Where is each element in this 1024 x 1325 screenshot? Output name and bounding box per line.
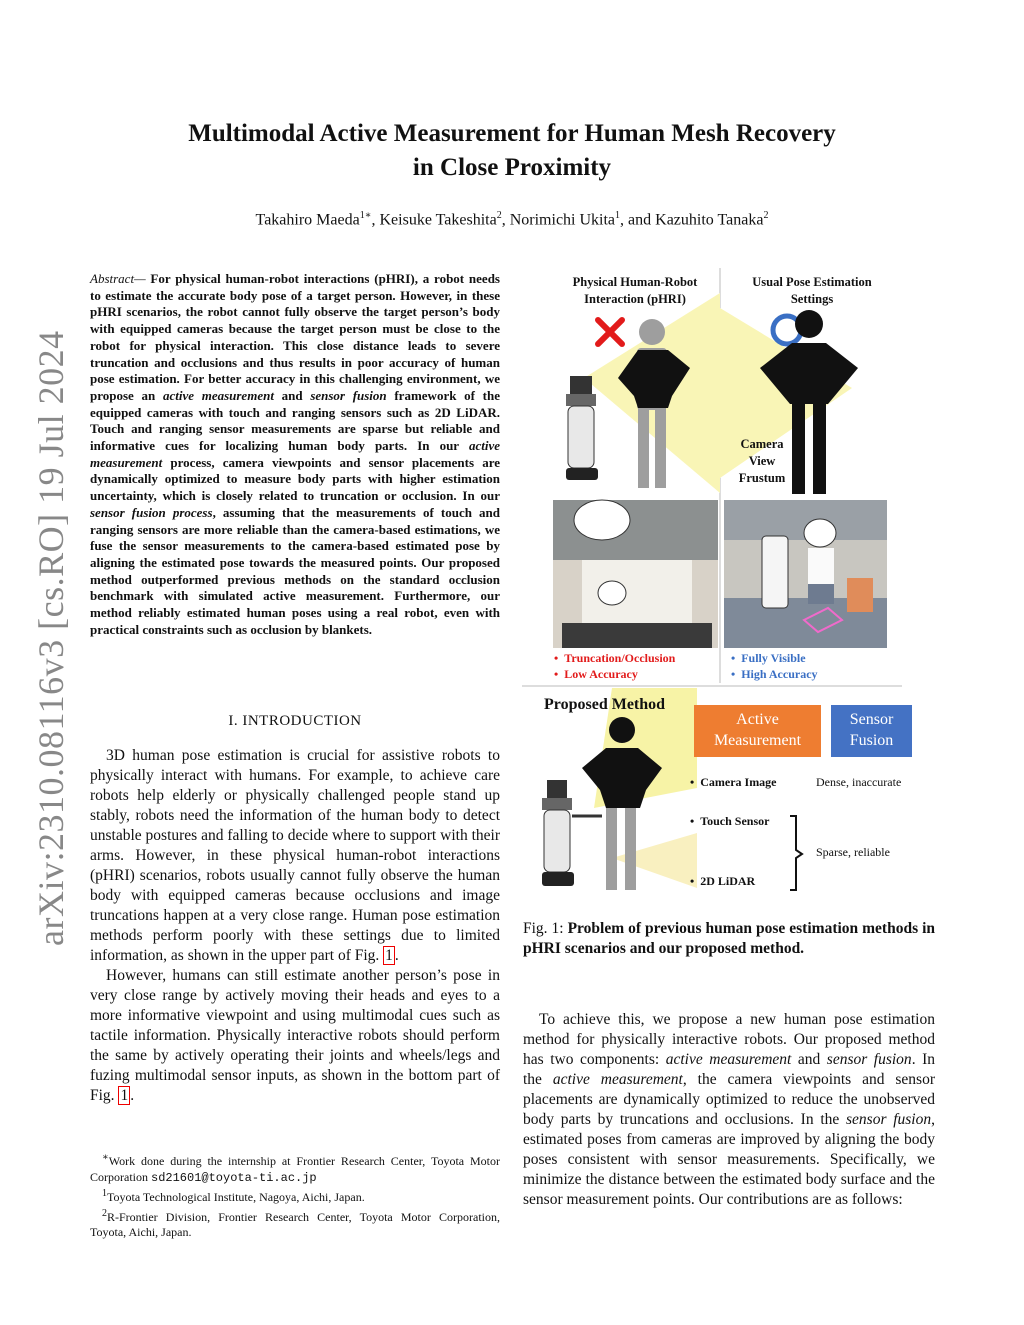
title-line-2: in Close Proximity — [412, 154, 612, 181]
abstract-text: For physical human-robot interactions (pHRI), a robot needs to estimate the accurate body pose of a target person. However, in these pHRI scenarios, the robot cannot fully observe the target person’s body with equipped cameras because the target person must be close to the robot for physical interaction. This close distance leads to severe truncation and occlusions and thus results in poor accuracy of human pose estimation. For better accuracy in this challenging environment, we propose an — [90, 271, 500, 403]
label-text: Interaction (pHRI) — [584, 292, 686, 306]
footnote-mark: ∗ — [102, 1152, 109, 1163]
footnote-mark: 1 — [102, 1188, 107, 1199]
label-proposed-method: Proposed Method — [544, 696, 666, 713]
author-name: Kazuhito Tanaka — [655, 211, 764, 229]
tag-text: High Accuracy — [741, 667, 818, 681]
author-sep: , — [501, 211, 510, 229]
caption-text: Problem of previous human pose estimation methods in pHRI scenarios and our proposed method. — [523, 920, 936, 957]
author-name: Norimichi Ukita — [509, 211, 616, 229]
intro-paragraph-1 — [90, 746, 500, 966]
label-usual — [727, 274, 897, 308]
paper-title — [130, 117, 894, 185]
tag-text: Low Accuracy — [564, 667, 638, 681]
tag-fully-visible — [731, 651, 806, 666]
tag-text: Truncation/Occlusion — [564, 651, 676, 665]
bullet: • — [554, 651, 559, 665]
legend-note-sparse: Sparse, reliable — [816, 845, 890, 859]
paragraph-text: . In the — [523, 1051, 936, 1088]
figure-1 — [522, 268, 934, 918]
legend-camera-image — [690, 775, 777, 790]
brace-icon — [790, 816, 802, 890]
bullet: • — [731, 667, 736, 681]
author-name: Keisuke Takeshita — [379, 211, 497, 229]
author-list — [130, 210, 894, 229]
footnote-text: Work done during the internship at Frontier Research Center, Toyota Motor Corporation — [90, 1154, 500, 1184]
title-line-1: Multimodal Active Measurement for Human Mesh Recovery — [188, 120, 836, 147]
label-camera-frustum — [727, 436, 797, 487]
box-text: Active — [736, 711, 779, 728]
bullet: • — [690, 874, 695, 888]
figure-reference-link[interactable]: 1 — [120, 1087, 129, 1104]
intro-body — [90, 746, 500, 1106]
emph: sensor fusion — [826, 1051, 912, 1068]
paragraph-text: . — [130, 1087, 135, 1104]
robot-icon-proposed — [542, 780, 602, 886]
legend-touch-sensor — [690, 814, 769, 829]
intro-paragraph-2 — [90, 966, 500, 1106]
footnote-mark: 2 — [102, 1207, 107, 1219]
face-blur — [598, 581, 626, 605]
legend-note-dense: Dense, inaccurate — [816, 775, 902, 789]
abstract-text: , assuming that the measurements of touch and ranging sensors are more reliable than the camera-based estimations, we fuse the sensor measurements to the camera-based estimated pose by aligning the estimated pose towards the measured points. Our proposed method outperformed previous methods on the standard occlusion benchmark with simulated active measurement. Furthermore, our method reliably estimated human poses using a real robot, even with practical constraints such as occlusion by blankets. — [90, 504, 501, 637]
paragraph-text: However, humans can still estimate another person’s pose in very close range by actively moving their heads and eyes to a more informative viewpoint and using multimodal cues such as tactile information. Physically interactive robots should perform the same by actively operating their joints and wheels/legs and fuzing multimodal sensor inputs, as shown in the bottom part of Fig. — [90, 967, 500, 1104]
paragraph-text: and — [791, 1051, 827, 1068]
cross-icon — [598, 320, 622, 344]
right-column-body — [523, 1010, 935, 1210]
face-blur — [804, 519, 836, 547]
figure-reference-link[interactable]: 1 — [385, 947, 393, 964]
bullet: • — [731, 651, 736, 665]
footnotes — [90, 1150, 500, 1241]
paragraph-text: , the camera viewpoints and sensor placements are dynamically optimized to reduce the unobserved body parts by truncations and occlusions. In the — [523, 1071, 936, 1128]
abstract-text: process, camera viewpoints and sensor placements are dynamically optimized to measure body parts with higher estimation uncertainty, which is closely related to truncation or occlusion. In our — [90, 454, 500, 504]
author-affil: 2 — [763, 210, 769, 221]
bullet: • — [690, 814, 695, 828]
abstract-emph: sensor fusion — [310, 387, 387, 403]
emph: sensor fusion — [846, 1111, 932, 1128]
abstract-emph: active measurement — [90, 438, 500, 470]
tag-low-accuracy — [554, 667, 638, 682]
face-blur — [574, 500, 630, 540]
footnote — [90, 1150, 500, 1186]
legend-lidar — [690, 874, 755, 889]
emph: active measurement — [552, 1071, 683, 1088]
paragraph-text: To achieve this, we propose a new human pose estimation method for physically interactive robots. Our proposed method has two components: — [523, 1011, 935, 1068]
legend-text: Touch Sensor — [700, 814, 770, 828]
footnote — [90, 1186, 500, 1206]
author-sep: , and — [620, 211, 656, 229]
label-text: Physical Human-Robot — [572, 275, 698, 289]
label-phri — [550, 274, 720, 308]
bullet: • — [554, 667, 559, 681]
paragraph-text: , estimated poses from cameras are improved by aligning the body poses consistent with sensor measurements. Specifically, we minimize the distance between the estimated body surface and the sensor measurement points. Our contributions are as follows: — [523, 1111, 935, 1208]
arxiv-identifier: arXiv:2310.08116v3 [cs.RO] 19 Jul 2024 — [31, 330, 71, 946]
tag-truncation — [554, 651, 675, 666]
box-text: Sensor — [849, 711, 894, 728]
author-affil: 2 — [496, 210, 502, 221]
label-text: Frustum — [738, 471, 786, 485]
legend-text: 2D LiDAR — [700, 874, 756, 888]
tag-text: Fully Visible — [741, 651, 806, 665]
robot-icon-left — [566, 376, 598, 480]
footnote-email-link[interactable]: sd21601@toyota-ti.ac.jp — [151, 1170, 317, 1185]
author-name: Takahiro Maeda — [255, 211, 360, 229]
abstract-lead: Abstract — [90, 271, 135, 286]
figure-caption — [523, 919, 935, 959]
abstract-text: framework of the equipped cameras with touch and ranging sensors such as 2D LiDAR. Touch and ranging sensor measurements are sparse but reliable and informative cues for localizing human body parts. In our — [90, 387, 501, 454]
paragraph-text: . — [394, 947, 399, 964]
box-active-measurement — [694, 705, 821, 757]
author-sep: , — [371, 211, 380, 229]
label-text: Settings — [790, 292, 834, 306]
legend-text: Camera Image — [700, 775, 777, 789]
section-heading-introduction: I. INTRODUCTION — [228, 713, 362, 729]
abstract-emph: sensor fusion process — [90, 504, 213, 520]
author-affil: 1 — [615, 210, 621, 221]
abstract — [90, 271, 500, 638]
author-affil: 1∗ — [359, 210, 372, 221]
caption-label: Fig. 1: — [523, 920, 568, 937]
tag-high-accuracy — [731, 667, 818, 682]
lidar-region — [612, 833, 697, 888]
emph: active measurement — [665, 1051, 792, 1068]
box-text: Measurement — [713, 732, 802, 749]
bullet: • — [690, 775, 695, 789]
footnote-text: R-Frontier Division, Frontier Research Center, Toyota Motor Corporation, Toyota, Aichi, Japan. — [90, 1209, 500, 1239]
abstract-emph: active measurement — [162, 387, 274, 403]
box-sensor-fusion — [831, 705, 912, 757]
abstract-dash: — — [134, 271, 151, 286]
box-text: Fusion — [849, 732, 894, 749]
footnote-text: Toyota Technological Institute, Nagoya, Aichi, Japan. — [107, 1190, 365, 1204]
label-text: Camera — [740, 437, 784, 451]
paragraph-text: 3D human pose estimation is crucial for assistive robots to physically interact with humans. For example, to achieve care robots help elderly or physically challenged people stand up stably, robots need the information of the human body to detect unstable postures and falling to decide where to support with their arms. However, in these physical human-robot interactions (pHRI) scenarios, robots usually cannot fully observe the human body with equipped cameras because occlusions and image truncations happen at a very close range. Human pose estimation methods perform poorly with these settings due to limited information, as shown in the upper part of Fig. — [90, 747, 500, 964]
label-text: Usual Pose Estimation — [752, 275, 872, 289]
label-text: View — [748, 454, 776, 468]
abstract-text: and — [273, 387, 311, 403]
paragraph — [523, 1010, 935, 1210]
footnote — [90, 1206, 500, 1241]
